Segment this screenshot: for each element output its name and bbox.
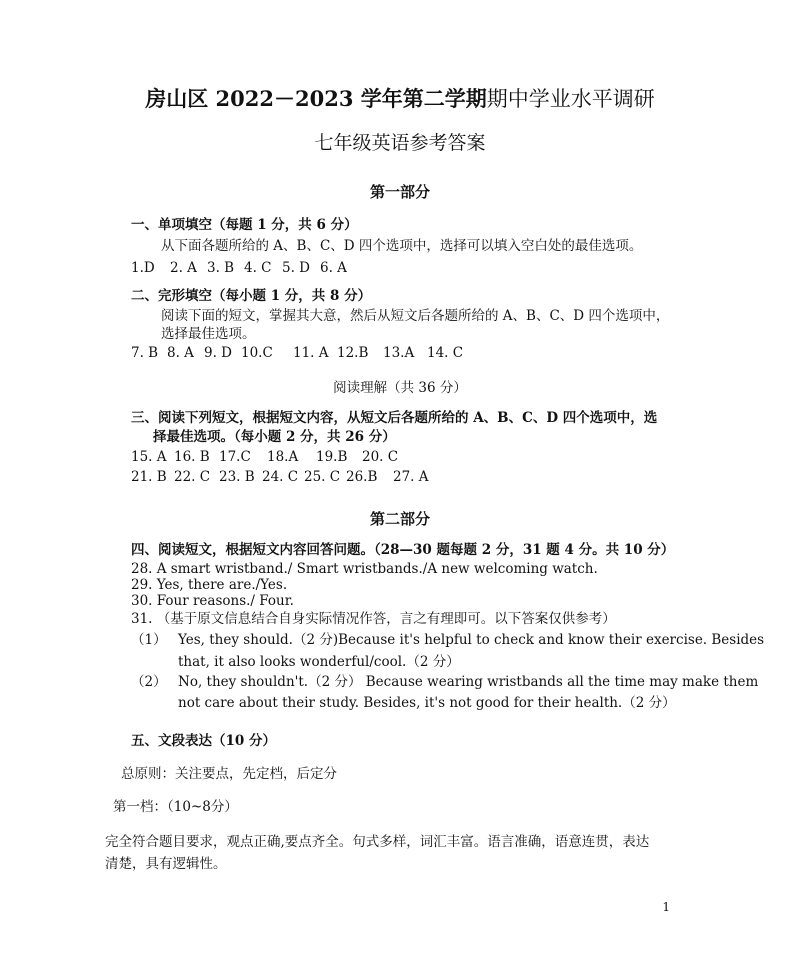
document-subtitle: 七年级英语参考答案	[314, 132, 486, 154]
option1-line1: Yes, they should.（2 分)Because it's helpful to check and know their exercise. Besides	[178, 632, 765, 648]
answer-item: 7. B	[131, 345, 159, 361]
answer-item: 19.B	[316, 449, 348, 465]
answer-item: 22. C	[174, 469, 211, 485]
section5-heading: 五、文段表达（10 分）	[131, 733, 276, 749]
answer-item: 6. A	[320, 260, 347, 276]
answer-item: 23. B	[219, 469, 255, 485]
section4-heading: 四、阅读短文，根据短文内容回答问题。（28—30 题每题 2 分，31 题 4 分。共 10 分）	[131, 542, 675, 558]
grading-principle: 总原则：关注要点，先定档，后定分	[121, 766, 337, 782]
section1-answers	[131, 259, 347, 277]
page-number: 1	[662, 900, 670, 914]
answer-item: 25. C	[304, 469, 341, 485]
option1-number: （1）	[131, 632, 167, 648]
option2-line1: No, they shouldn't.（2 分） Because wearing wristbands all the time may make them	[178, 674, 759, 690]
section2-answers	[131, 344, 463, 362]
document-title	[0, 86, 800, 112]
tier1-description-line1: 完全符合题目要求，观点正确,要点齐全。句式多样，词汇丰富。语言准确，语意连贯，表达	[105, 834, 650, 850]
section3-answers-row1	[131, 448, 398, 466]
answer-item: 1.D	[131, 260, 155, 276]
answer-item: 15. A	[131, 449, 167, 465]
option1-line2: that, it also looks wonderful/cool.（2 分）	[178, 654, 460, 670]
answer-item: 5. D	[282, 260, 310, 276]
answer-item: 27. A	[393, 469, 429, 485]
answer-item: 26.B	[346, 469, 378, 485]
option2-number: （2）	[131, 674, 167, 690]
answer-31-note: 31. （基于原文信息结合自身实际情况作答，言之有理即可。以下答案仅供参考）	[131, 611, 616, 627]
answer-item: 13.A	[383, 345, 415, 361]
answer-item: 24. C	[262, 469, 299, 485]
title-bold-part: 房山区 2022－2023 学年第二学期	[145, 86, 487, 111]
section2-instruction-line1: 阅读下面的短文，掌握其大意，然后从短文后各题所给的 A、B、C、D 四个选项中，	[161, 308, 670, 324]
answer-item: 8. A	[167, 345, 194, 361]
answer-item: 16. B	[174, 449, 210, 465]
answer-30: 30. Four reasons./ Four.	[131, 593, 294, 609]
answer-item: 11. A	[293, 345, 329, 361]
answer-item: 2. A	[170, 260, 197, 276]
section3-heading-line2: 择最佳选项。（每小题 2 分，共 26 分）	[153, 429, 396, 445]
answer-29: 29. Yes, there are./Yes.	[131, 577, 288, 593]
answer-28: 28. A smart wristband./ Smart wristbands./A new welcoming watch.	[131, 561, 598, 577]
option2-line2: not care about their study. Besides, it's not good for their health.（2 分）	[178, 695, 676, 711]
answer-item: 17.C	[219, 449, 251, 465]
grading-tier1: 第一档：（10~8分）	[113, 799, 238, 815]
answer-item: 4. C	[244, 260, 272, 276]
title-rest-part: 期中学业水平调研	[486, 87, 655, 111]
answer-item: 18.A	[267, 449, 299, 465]
part2-heading: 第二部分	[369, 510, 430, 528]
answer-item: 12.B	[337, 345, 369, 361]
answer-item: 10.C	[241, 345, 273, 361]
answer-item: 3. B	[207, 260, 235, 276]
answer-item: 20. C	[362, 449, 399, 465]
reading-heading: 阅读理解（共 36 分）	[333, 380, 467, 396]
section1-instruction: 从下面各题所给的 A、B、C、D 四个选项中，选择可以填入空白处的最佳选项。	[161, 238, 643, 254]
section1-heading: 一、单项填空（每题 1 分，共 6 分）	[131, 217, 358, 233]
section2-instruction-line2: 选择最佳选项。	[161, 326, 256, 342]
section3-answers-row2	[131, 468, 429, 486]
tier1-description-line2: 清楚，具有逻辑性。	[105, 856, 227, 872]
answer-item: 21. B	[131, 469, 167, 485]
answer-item: 14. C	[427, 345, 464, 361]
part1-heading: 第一部分	[369, 183, 430, 201]
answer-item: 9. D	[204, 345, 232, 361]
section2-heading: 二、完形填空（每小题 1 分，共 8 分）	[131, 288, 372, 304]
section3-heading-line1: 三、阅读下列短文，根据短文内容，从短文后各题所给的 A、B、C、D 四个选项中，选	[131, 410, 658, 426]
